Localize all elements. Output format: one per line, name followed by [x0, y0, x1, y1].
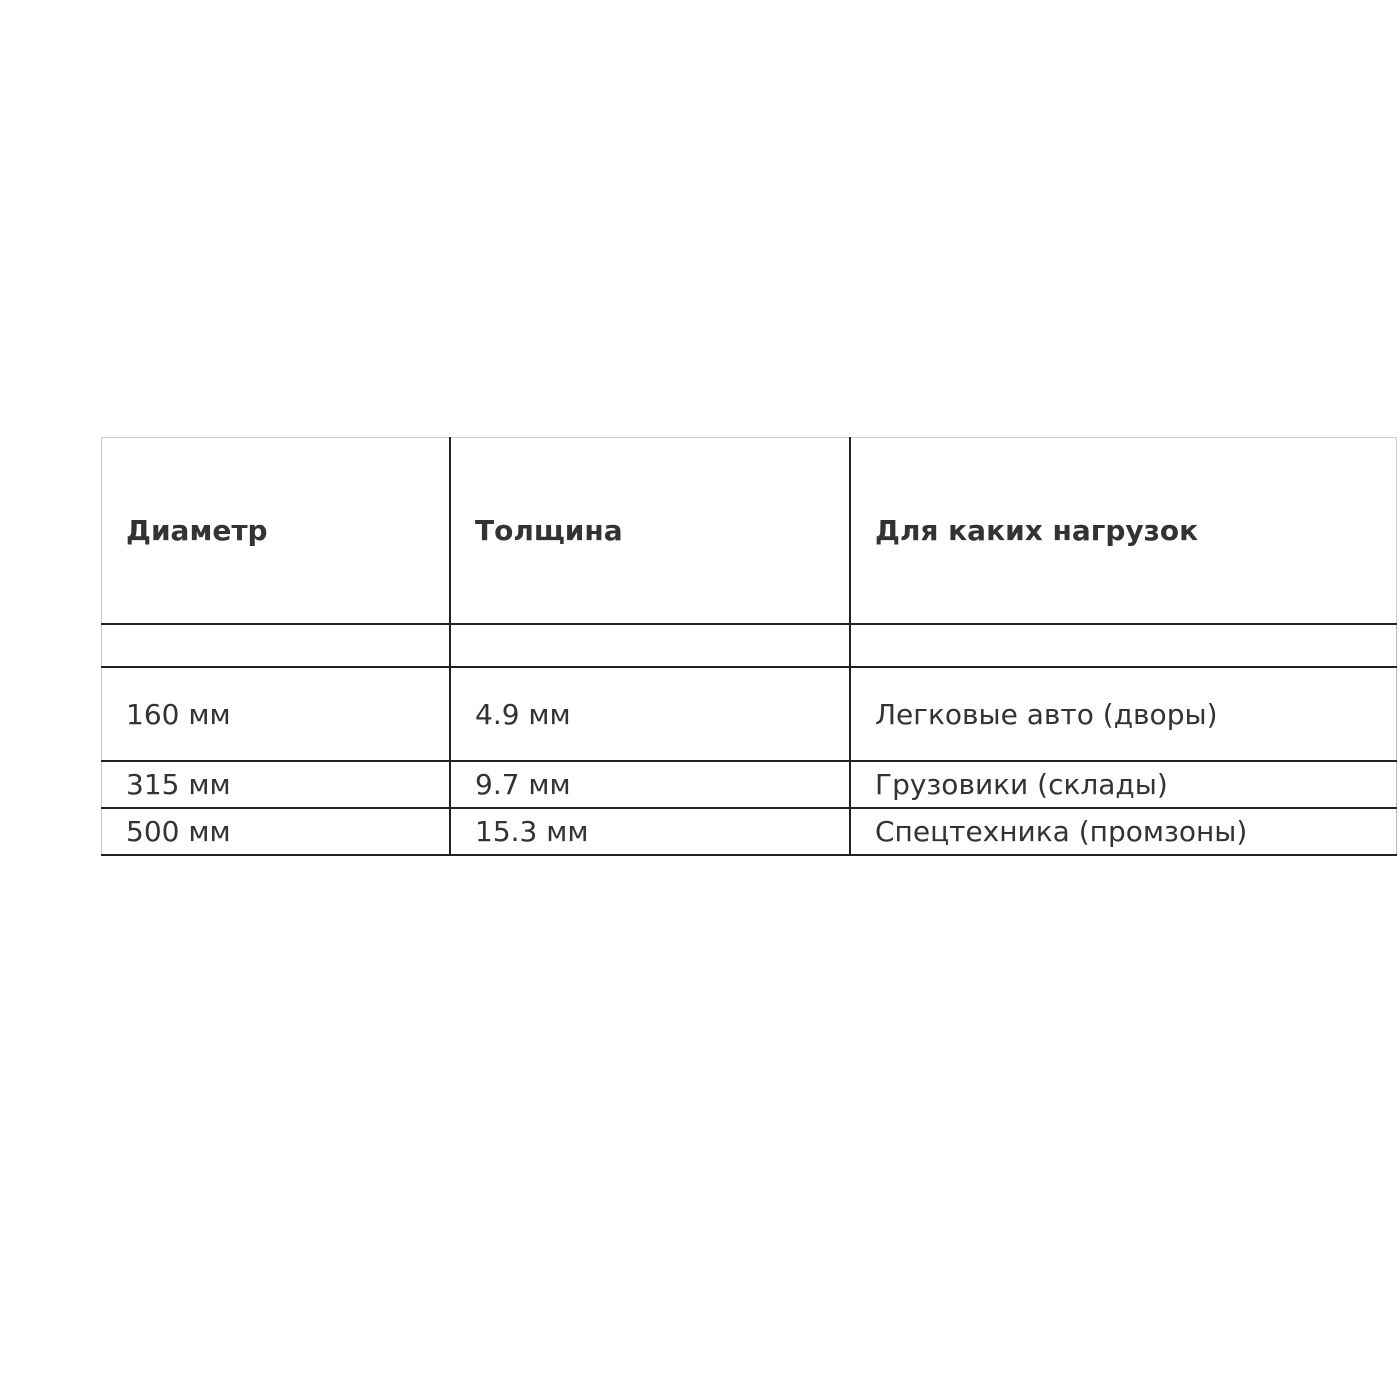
table-cell-load: Легковые авто (дворы): [850, 667, 1397, 761]
header-load: [850, 438, 1397, 625]
header-thickness-label: Толщина: [475, 514, 623, 547]
table-header: [102, 438, 1397, 625]
header-diameter-label: Диаметр: [126, 514, 268, 547]
table-cell-diameter: 160 мм: [102, 667, 451, 761]
table-cell: [850, 624, 1397, 667]
table-header-row: [102, 438, 1397, 625]
table-row-empty: [102, 624, 1397, 667]
table-cell-thickness: 9.7 мм: [450, 761, 850, 808]
header-diameter: [102, 438, 451, 625]
header-load-label: Для каких нагрузок: [875, 514, 1199, 547]
table-row: [102, 808, 1397, 855]
table-cell: [102, 624, 451, 667]
spec-table: [101, 437, 1397, 856]
table-cell-load: Спецтехника (промзоны): [850, 808, 1397, 855]
table-row: [102, 667, 1397, 761]
header-thickness: [450, 438, 850, 625]
table-row: [102, 761, 1397, 808]
table-body: [102, 624, 1397, 855]
table-cell-thickness: 4.9 мм: [450, 667, 850, 761]
table-cell: [450, 624, 850, 667]
table-cell-load: Грузовики (склады): [850, 761, 1397, 808]
table-cell-diameter: 315 мм: [102, 761, 451, 808]
table-cell-diameter: 500 мм: [102, 808, 451, 855]
table-cell-thickness: 15.3 мм: [450, 808, 850, 855]
